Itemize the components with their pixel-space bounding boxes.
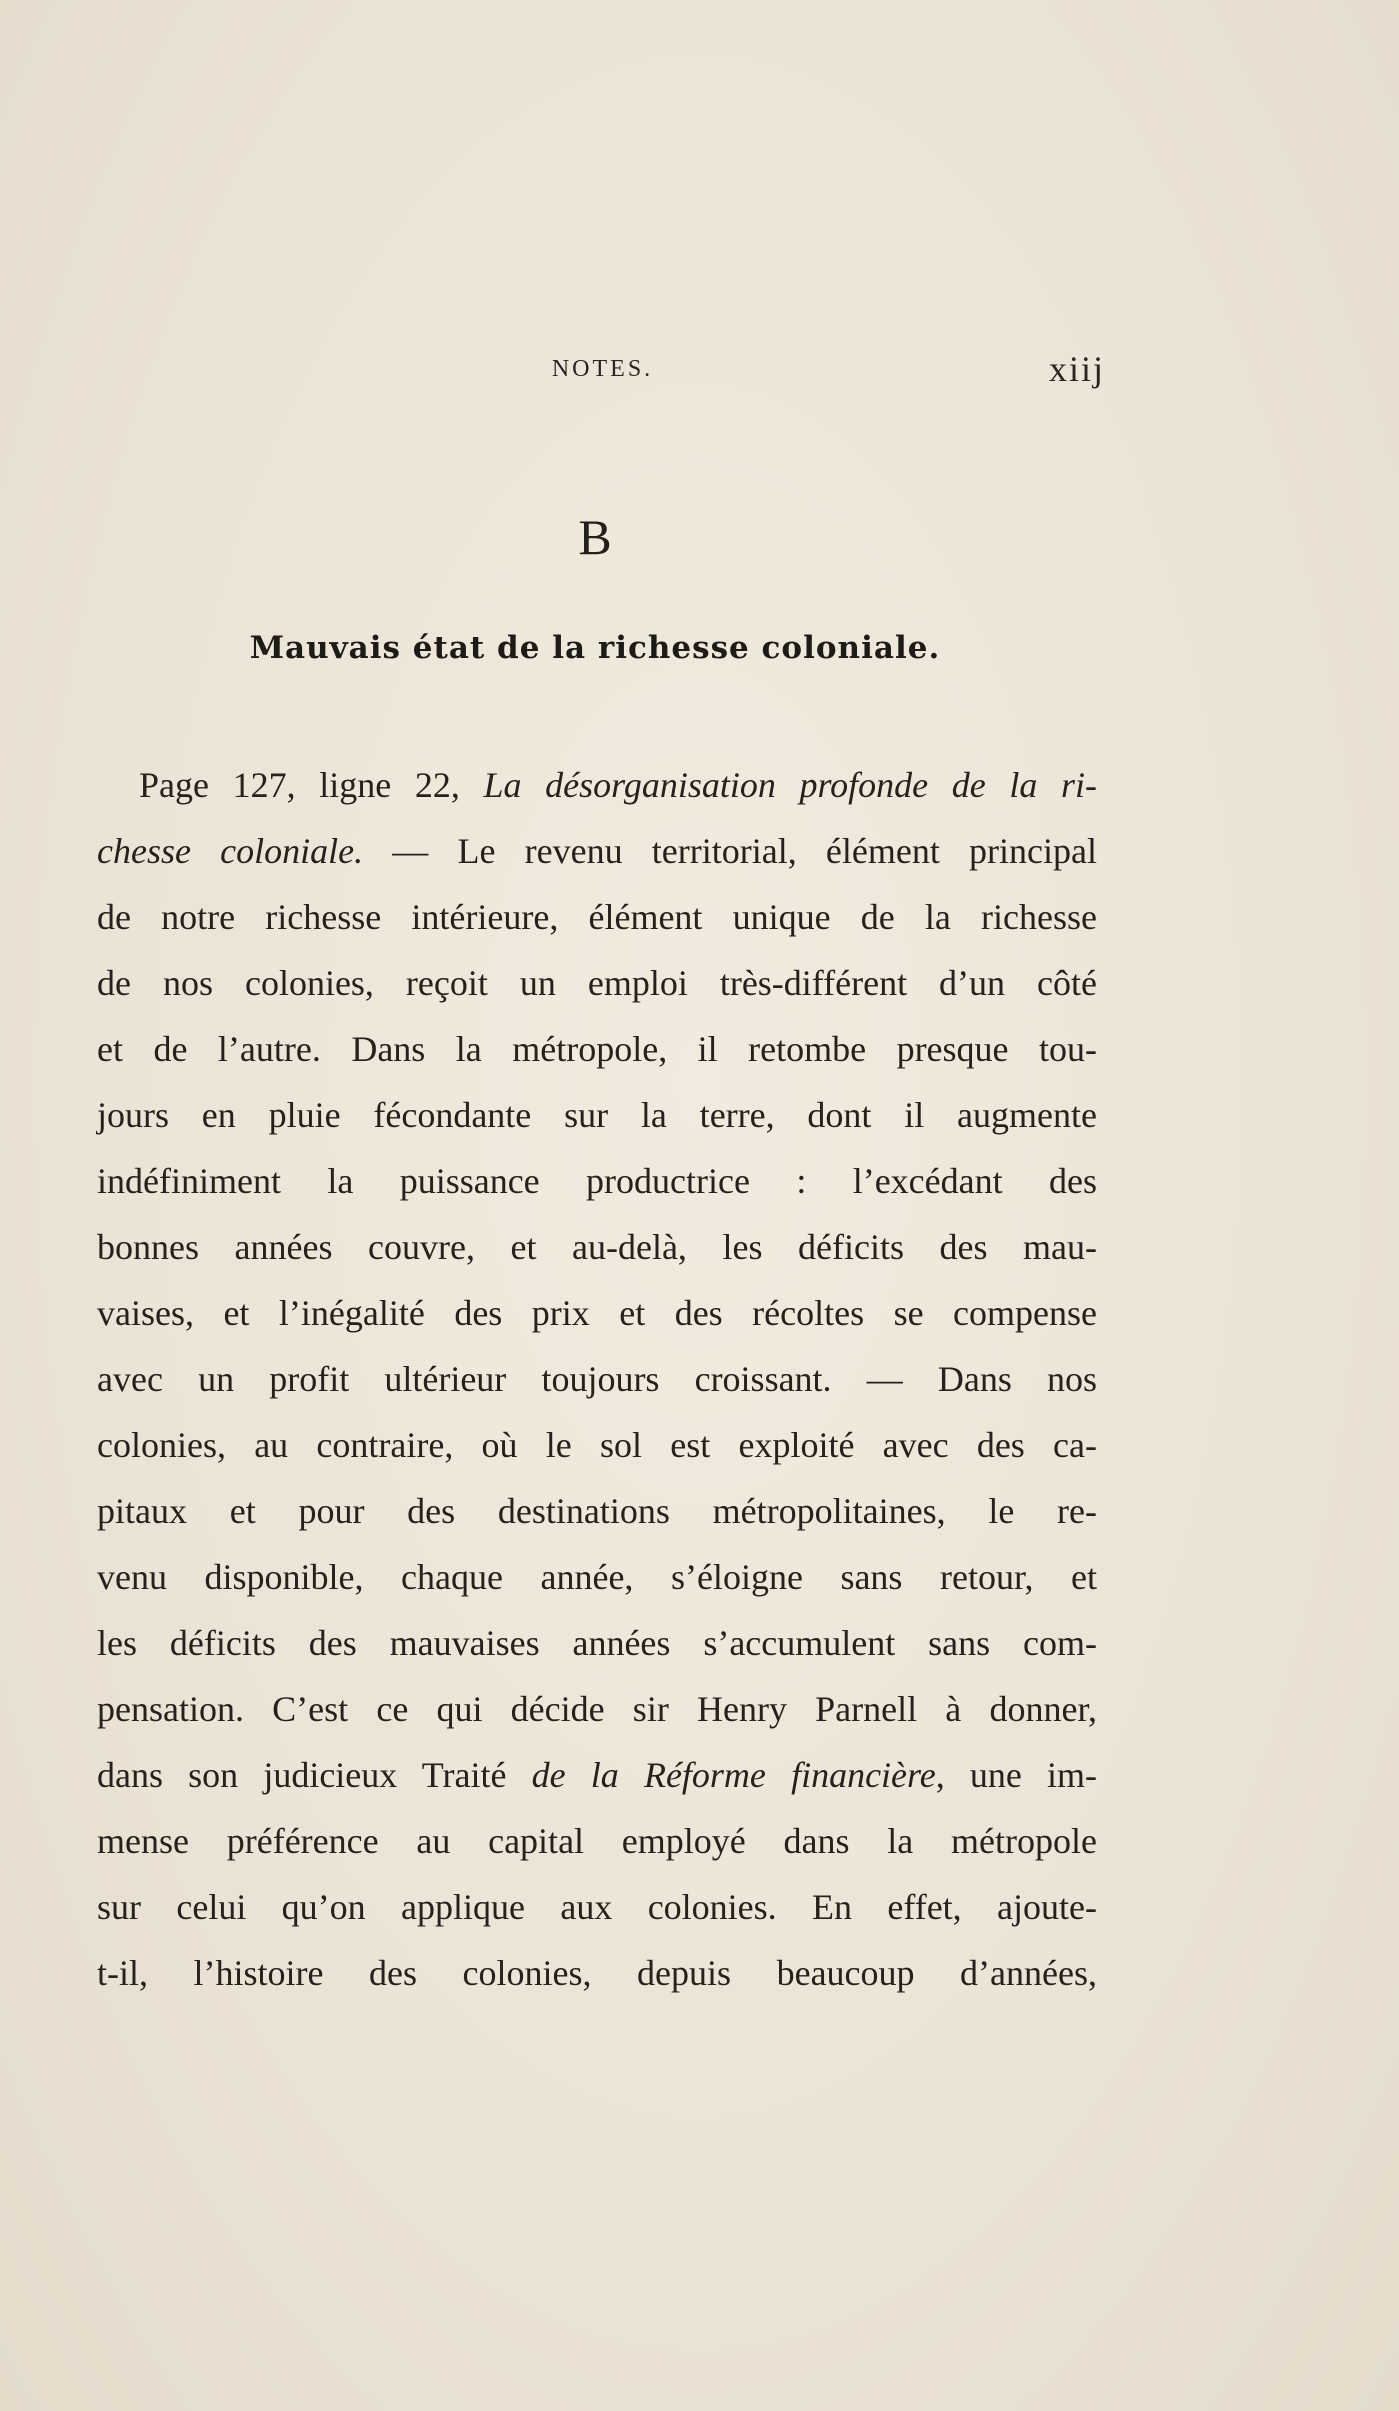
- text-line: avec un profit ultérieur toujours croissant. — Dans nos: [97, 1359, 1097, 1399]
- text-line: de nos colonies, reçoit un emploi très-différent d’un côté: [97, 963, 1097, 1003]
- text-line: mense préférence au capital employé dans la métropole: [97, 1821, 1097, 1861]
- text-line: vaises, et l’inégalité des prix et des récoltes se compense: [97, 1293, 1097, 1333]
- text-span: , une im-: [935, 1755, 1097, 1795]
- text-line: venu disponible, chaque année, s’éloigne sans retour, et: [97, 1557, 1097, 1597]
- text-line: bonnes années couvre, et au-delà, les déficits des mau-: [97, 1227, 1097, 1267]
- text-line: jours en pluie fécondante sur la terre, dont il augmente: [97, 1095, 1097, 1135]
- text-line: indéfiniment la puissance productrice : l’excédant des: [97, 1161, 1097, 1201]
- text-span: dans son judicieux Traité: [97, 1755, 532, 1795]
- running-title: NOTES.: [551, 356, 654, 382]
- section-heading: Mauvais état de la richesse coloniale.: [249, 630, 941, 666]
- text-span: — Le revenu territorial, élément principal: [363, 831, 1097, 871]
- text-line: [97, 1742, 1097, 1808]
- text-line: et de l’autre. Dans la métropole, il retombe presque tou-: [97, 1029, 1097, 1069]
- text-line: de notre richesse intérieure, élément unique de la richesse: [97, 897, 1097, 937]
- text-line: [97, 818, 1097, 884]
- italic-span: La désorganisation profonde de la ri-: [483, 765, 1097, 805]
- text-line: les déficits des mauvaises années s’accumulent sans com-: [97, 1623, 1097, 1663]
- section-letter: B: [578, 509, 612, 565]
- italic-span: chesse coloniale.: [97, 831, 364, 871]
- text-line: sur celui qu’on applique aux colonies. En effet, ajoute-: [97, 1887, 1097, 1927]
- text-line: pitaux et pour des destinations métropolitaines, le re-: [97, 1491, 1097, 1531]
- italic-span: de la Réforme financière: [531, 1755, 936, 1795]
- page-number: xiij: [1048, 349, 1105, 389]
- text-line: t-il, l’histoire des colonies, depuis beaucoup d’années,: [97, 1953, 1097, 1993]
- text-line: [97, 752, 1097, 818]
- body-paragraph: [97, 752, 1097, 2006]
- text-line: colonies, au contraire, où le sol est exploité avec des ca-: [97, 1425, 1097, 1465]
- text-span: Page 127, ligne 22,: [139, 765, 484, 805]
- running-header: [100, 348, 1105, 388]
- text-line: pensation. C’est ce qui décide sir Henry Parnell à donner,: [97, 1689, 1097, 1729]
